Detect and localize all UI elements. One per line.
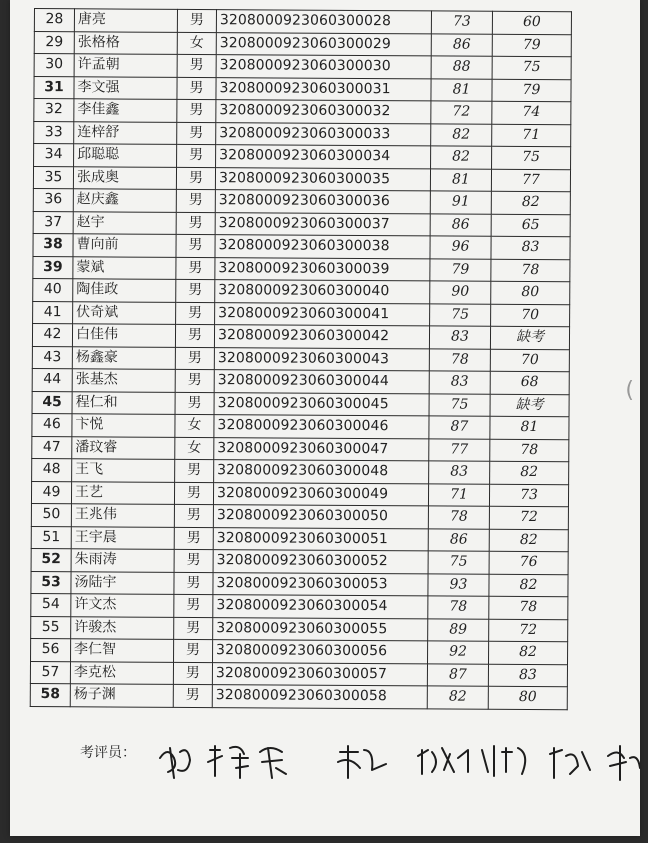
- student-name: 汤陆宇: [71, 571, 174, 594]
- table-row: [32, 413, 569, 439]
- student-gender: 男: [175, 392, 214, 415]
- exam-id: 3208000923060300030: [216, 55, 431, 79]
- score-practical: 80: [491, 281, 570, 304]
- student-name: 李克松: [70, 661, 173, 684]
- student-name: 伏奇斌: [73, 301, 176, 324]
- score-practical: 82: [489, 529, 568, 552]
- score-practical: 缺考: [490, 394, 569, 417]
- student-gender: 男: [174, 549, 213, 572]
- row-number: 58: [30, 683, 70, 706]
- student-name: 卞悦: [72, 414, 175, 437]
- student-name: 朱雨涛: [71, 549, 174, 572]
- score-theory: 73: [431, 11, 492, 34]
- table-row: [31, 503, 568, 529]
- score-theory: 87: [429, 416, 490, 439]
- table-row: [34, 144, 571, 170]
- exam-id: 3208000923060300045: [214, 392, 429, 416]
- student-gender: 男: [176, 167, 215, 190]
- exam-id: 3208000923060300031: [216, 77, 431, 101]
- table-row: [30, 661, 567, 687]
- row-number: 45: [32, 391, 72, 414]
- student-gender: 男: [174, 482, 213, 505]
- row-number: 30: [34, 54, 74, 77]
- exam-id: 3208000923060300044: [214, 370, 429, 394]
- score-theory: 91: [430, 191, 491, 214]
- row-number: 40: [33, 278, 73, 301]
- row-number: 42: [32, 323, 72, 346]
- student-gender: 男: [177, 77, 216, 100]
- score-theory: 75: [430, 303, 491, 326]
- score-practical: 75: [492, 56, 571, 79]
- student-name: 张格格: [74, 31, 177, 54]
- row-number: 31: [34, 76, 74, 99]
- table-row: [31, 616, 568, 642]
- score-theory: 92: [428, 641, 489, 664]
- score-practical: 72: [489, 619, 568, 642]
- exam-id: 3208000923060300034: [216, 145, 431, 169]
- row-number: 55: [31, 616, 71, 639]
- table-row: [33, 301, 570, 327]
- student-gender: 男: [174, 617, 213, 640]
- student-name: 张基杰: [72, 369, 175, 392]
- score-theory: 81: [430, 168, 491, 191]
- table-row: [32, 458, 569, 484]
- student-name: 蒙斌: [73, 256, 176, 279]
- score-practical: 78: [489, 596, 568, 619]
- exam-id: 3208000923060300048: [214, 460, 429, 484]
- exam-id: 3208000923060300058: [212, 685, 427, 709]
- table-row: [34, 31, 571, 57]
- score-theory: 71: [428, 483, 489, 506]
- exam-id: 3208000923060300028: [216, 10, 431, 34]
- score-practical: 76: [489, 551, 568, 574]
- exam-id: 3208000923060300032: [216, 100, 431, 124]
- score-theory: 88: [431, 56, 492, 79]
- score-theory: 83: [429, 461, 490, 484]
- table-row: [30, 683, 567, 709]
- score-practical: 81: [490, 416, 569, 439]
- student-gender: 男: [174, 639, 213, 662]
- row-number: 48: [32, 458, 72, 481]
- row-number: 50: [31, 503, 71, 526]
- row-number: 43: [32, 346, 72, 369]
- student-name: 潘玟睿: [72, 436, 175, 459]
- exam-id: 3208000923060300037: [215, 212, 430, 236]
- score-practical: 77: [491, 169, 570, 192]
- student-gender: 男: [173, 662, 212, 685]
- score-sheet: [10, 0, 640, 836]
- exam-id: 3208000923060300053: [213, 572, 428, 596]
- student-name: 曹向前: [73, 234, 176, 257]
- student-gender: 男: [175, 369, 214, 392]
- student-name: 李仁智: [71, 639, 174, 662]
- student-name: 赵宇: [73, 211, 176, 234]
- student-name: 杨子渊: [70, 684, 173, 707]
- score-practical: 83: [491, 236, 570, 259]
- student-gender: 男: [177, 122, 216, 145]
- table-row: [32, 346, 569, 372]
- score-theory: 87: [427, 663, 488, 686]
- examiner-signatures: [150, 728, 640, 798]
- student-name: 许文杰: [71, 594, 174, 617]
- exam-id: 3208000923060300056: [213, 640, 428, 664]
- student-gender: 男: [174, 572, 213, 595]
- row-number: 29: [34, 31, 74, 54]
- student-gender: 男: [177, 99, 216, 122]
- score-theory: 78: [429, 348, 490, 371]
- student-name: 邱聪聪: [74, 144, 177, 167]
- student-name: 程仁和: [72, 391, 175, 414]
- student-gender: 男: [173, 684, 212, 707]
- exam-id: 3208000923060300039: [215, 257, 430, 281]
- row-number: 39: [33, 256, 73, 279]
- student-gender: 男: [175, 459, 214, 482]
- table-row: [31, 526, 568, 552]
- score-theory: 86: [428, 528, 489, 551]
- student-gender: 男: [174, 527, 213, 550]
- exam-id: 3208000923060300033: [216, 122, 431, 146]
- score-theory: 86: [431, 33, 492, 56]
- score-theory: 78: [428, 506, 489, 529]
- score-practical: 78: [490, 439, 569, 462]
- student-name: 白佳伟: [72, 324, 175, 347]
- score-theory: 79: [430, 258, 491, 281]
- row-number: 53: [31, 571, 71, 594]
- table-row: [34, 99, 571, 125]
- table-row: [31, 571, 568, 597]
- table-row: [33, 188, 570, 214]
- exam-id: 3208000923060300049: [213, 482, 428, 506]
- exam-id: 3208000923060300042: [214, 325, 429, 349]
- score-practical: 70: [490, 349, 569, 372]
- row-number: 44: [32, 368, 72, 391]
- row-number: 52: [31, 548, 71, 571]
- score-theory: 75: [428, 551, 489, 574]
- examiner-label: 考评员：: [80, 745, 136, 761]
- student-name: 连梓舒: [74, 121, 177, 144]
- score-practical: 82: [489, 641, 568, 664]
- table-row: [33, 233, 570, 259]
- student-name: 王飞: [72, 459, 175, 482]
- student-name: 张成奥: [73, 166, 176, 189]
- score-practical: 65: [491, 214, 570, 237]
- score-theory: 82: [431, 123, 492, 146]
- score-theory: 89: [428, 618, 489, 641]
- table-row: [34, 54, 571, 80]
- exam-id: 3208000923060300057: [212, 662, 427, 686]
- score-theory: 90: [430, 281, 491, 304]
- student-name: 王宇晨: [71, 526, 174, 549]
- row-number: 41: [33, 301, 73, 324]
- row-number: 38: [33, 233, 73, 256]
- student-gender: 男: [176, 212, 215, 235]
- exam-id: 3208000923060300051: [213, 527, 428, 551]
- score-theory: 82: [431, 146, 492, 169]
- row-number: 54: [31, 593, 71, 616]
- student-name: 赵庆鑫: [73, 189, 176, 212]
- student-gender: 男: [177, 144, 216, 167]
- score-theory: 82: [427, 686, 488, 709]
- row-number: 49: [31, 481, 71, 504]
- student-name: 杨鑫豪: [72, 346, 175, 369]
- exam-id: 3208000923060300046: [214, 415, 429, 439]
- score-practical: 73: [489, 484, 568, 507]
- student-gender: 女: [175, 414, 214, 437]
- student-name: 李佳鑫: [74, 99, 177, 122]
- score-practical: 79: [492, 79, 571, 102]
- exam-id: 3208000923060300043: [214, 347, 429, 371]
- table-row: [33, 166, 570, 192]
- margin-mark: (: [625, 378, 634, 403]
- student-gender: 女: [177, 32, 216, 55]
- score-practical: 60: [492, 11, 571, 34]
- score-practical: 74: [492, 101, 571, 124]
- exam-id: 3208000923060300052: [213, 550, 428, 574]
- table-row: [31, 548, 568, 574]
- student-name: 许孟朝: [74, 54, 177, 77]
- exam-id: 3208000923060300054: [213, 595, 428, 619]
- score-theory: 72: [431, 101, 492, 124]
- score-practical: 71: [492, 124, 571, 147]
- table-row: [31, 593, 568, 619]
- score-practical: 78: [491, 259, 570, 282]
- row-number: 37: [33, 211, 73, 234]
- row-number: 46: [32, 413, 72, 436]
- score-theory: 83: [429, 326, 490, 349]
- table-row: [31, 481, 568, 507]
- row-number: 33: [34, 121, 74, 144]
- student-gender: 男: [176, 189, 215, 212]
- exam-id: 3208000923060300041: [215, 302, 430, 326]
- examiner-line: [80, 742, 136, 762]
- row-number: 34: [34, 144, 74, 167]
- row-number: 35: [33, 166, 73, 189]
- score-practical: 80: [488, 686, 567, 709]
- student-name: 唐亮: [74, 9, 177, 32]
- row-number: 36: [33, 188, 73, 211]
- score-theory: 81: [431, 78, 492, 101]
- table-row: [32, 391, 569, 417]
- row-number: 51: [31, 526, 71, 549]
- row-number: 57: [30, 661, 70, 684]
- student-gender: 男: [174, 594, 213, 617]
- table-row: [34, 9, 571, 35]
- table-row: [33, 211, 570, 237]
- exam-id: 3208000923060300036: [215, 190, 430, 214]
- exam-id: 3208000923060300040: [215, 280, 430, 304]
- score-practical: 79: [492, 34, 571, 57]
- student-name: 许骏杰: [71, 616, 174, 639]
- score-practical: 68: [490, 371, 569, 394]
- table-row: [34, 76, 571, 102]
- score-practical: 缺考: [490, 326, 569, 349]
- score-practical: 82: [491, 191, 570, 214]
- student-gender: 男: [175, 324, 214, 347]
- exam-id: 3208000923060300029: [216, 32, 431, 56]
- student-gender: 女: [175, 437, 214, 460]
- score-theory: 77: [429, 438, 490, 461]
- exam-id: 3208000923060300055: [213, 617, 428, 641]
- student-gender: 男: [175, 347, 214, 370]
- student-gender: 男: [176, 279, 215, 302]
- score-theory: 86: [430, 213, 491, 236]
- score-practical: 82: [489, 574, 568, 597]
- exam-id: 3208000923060300047: [214, 437, 429, 461]
- score-theory: 75: [429, 393, 490, 416]
- exam-id: 3208000923060300038: [215, 235, 430, 259]
- table-row: [33, 278, 570, 304]
- table-row: [34, 121, 571, 147]
- score-theory: 93: [428, 573, 489, 596]
- score-practical: 82: [490, 461, 569, 484]
- score-theory: 78: [428, 596, 489, 619]
- exam-id: 3208000923060300035: [215, 167, 430, 191]
- score-practical: 70: [491, 304, 570, 327]
- row-number: 28: [34, 9, 74, 32]
- score-practical: 72: [489, 506, 568, 529]
- table-row: [32, 323, 569, 349]
- student-gender: 男: [177, 54, 216, 77]
- score-theory: 96: [430, 236, 491, 259]
- row-number: 47: [32, 436, 72, 459]
- row-number: 32: [34, 99, 74, 122]
- score-practical: 75: [492, 146, 571, 169]
- student-name: 王兆伟: [71, 504, 174, 527]
- score-theory: 83: [429, 371, 490, 394]
- score-practical: 83: [488, 664, 567, 687]
- student-name: 李文强: [74, 76, 177, 99]
- student-gender: 男: [176, 234, 215, 257]
- student-gender: 男: [176, 257, 215, 280]
- student-gender: 男: [177, 9, 216, 32]
- table-row: [33, 256, 570, 282]
- student-gender: 男: [176, 302, 215, 325]
- student-name: 王艺: [71, 481, 174, 504]
- table-row: [32, 436, 569, 462]
- student-name: 陶佳政: [73, 279, 176, 302]
- exam-id: 3208000923060300050: [213, 505, 428, 529]
- score-table: [30, 8, 572, 710]
- row-number: 56: [31, 638, 71, 661]
- table-row: [32, 368, 569, 394]
- student-gender: 男: [174, 504, 213, 527]
- table-row: [31, 638, 568, 664]
